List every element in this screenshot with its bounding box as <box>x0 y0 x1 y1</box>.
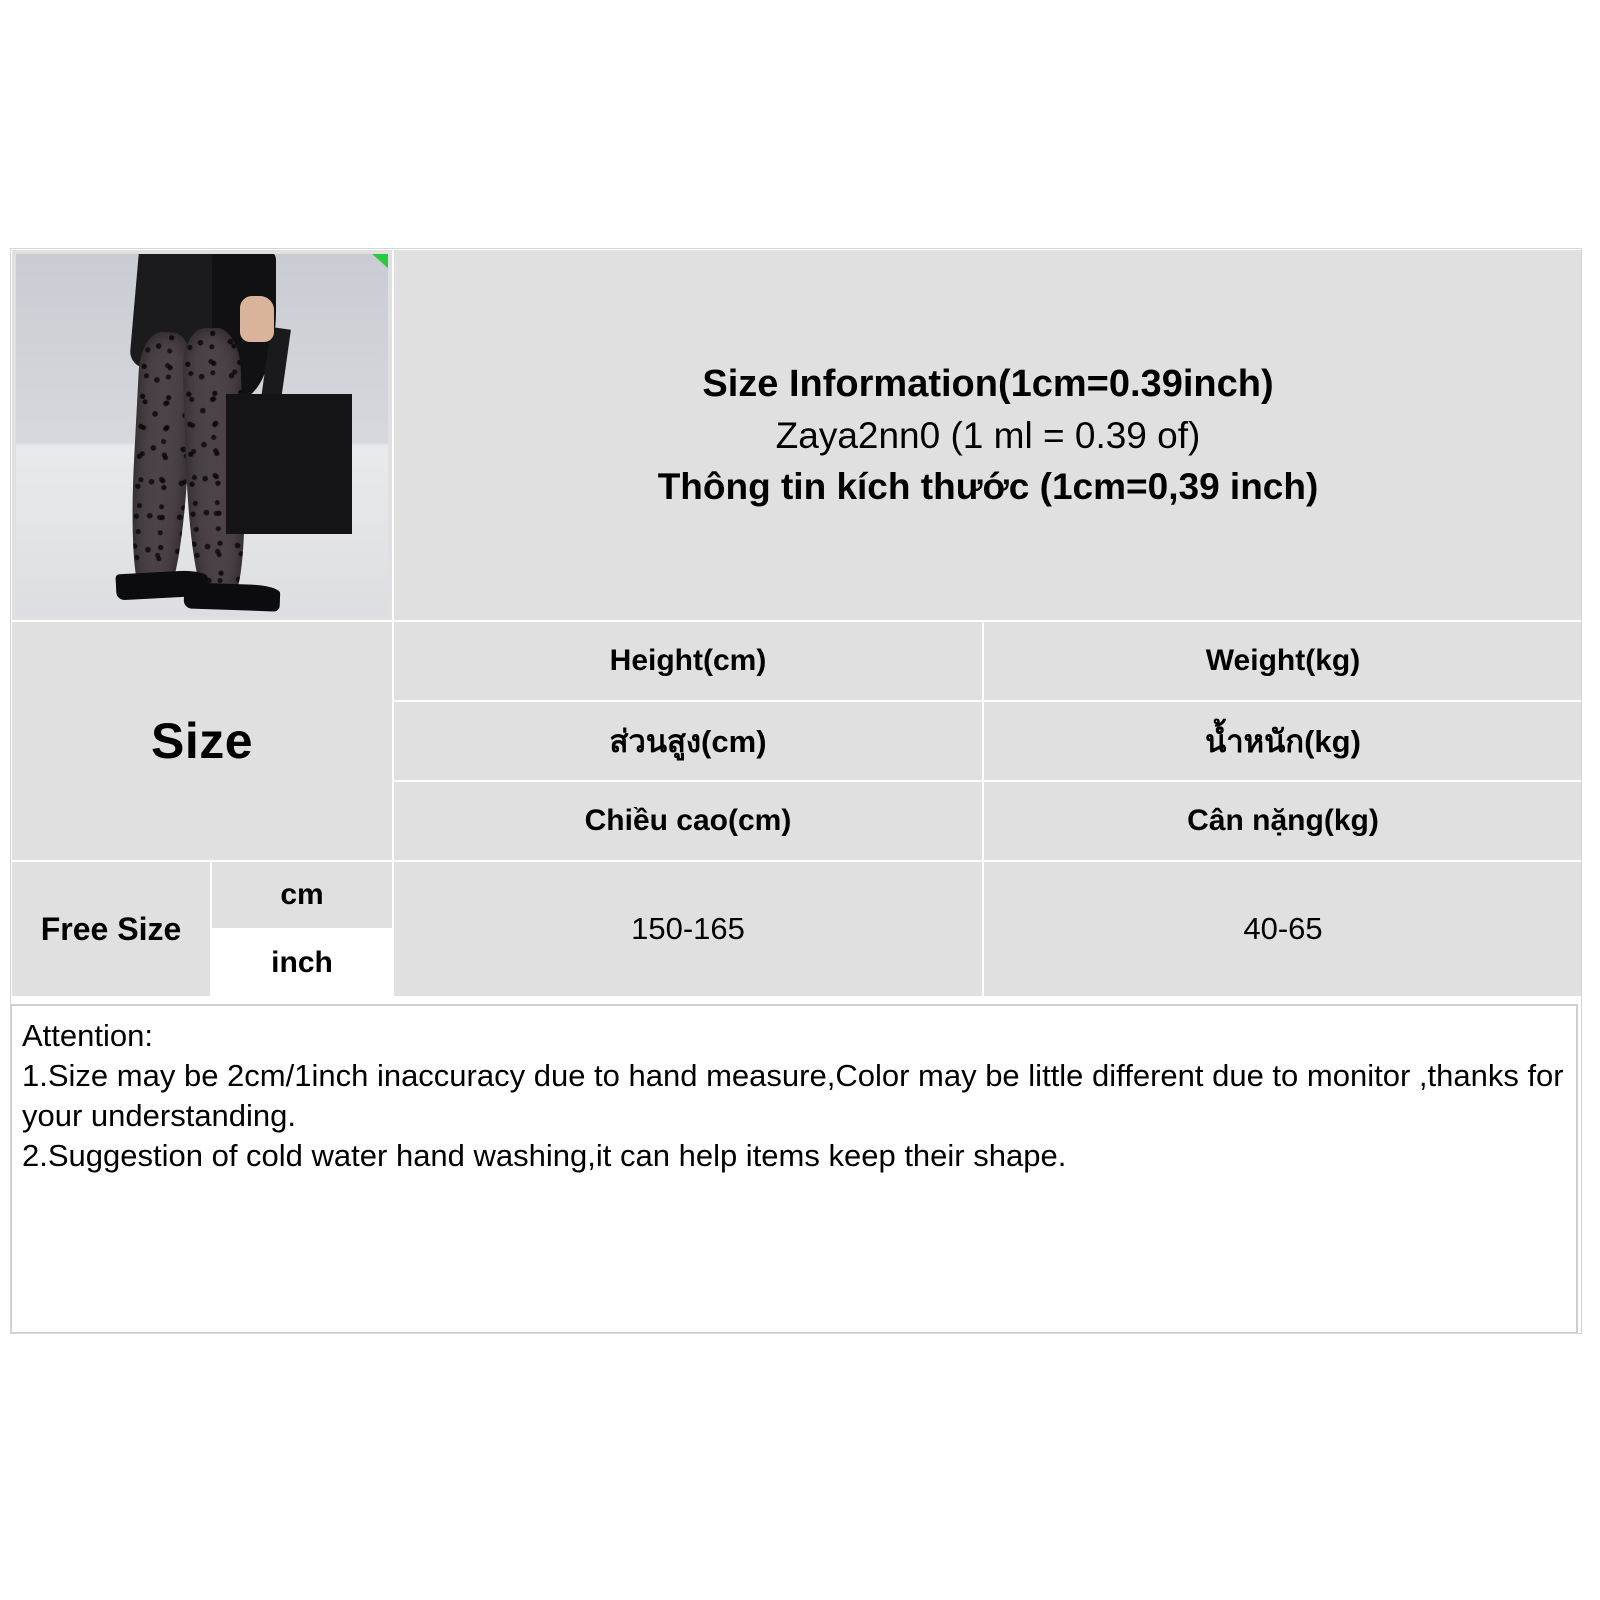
photo-hand <box>240 296 274 342</box>
value-height: 150-165 <box>393 861 983 997</box>
col-head-weight-vi: Cân nặng(kg) <box>983 781 1583 861</box>
heading-cell <box>393 249 1583 621</box>
heading-line-th: Zaya2nn0 (1 ml = 0.39 of) <box>775 415 1201 457</box>
product-photo-cell <box>11 249 393 621</box>
row-label-free-size: Free Size <box>11 861 211 997</box>
table-row-col-head-en <box>11 621 1583 701</box>
heading-line-vi: Thông tin kích thước (1cm=0,39 inch) <box>657 466 1319 508</box>
photo-shoe-right <box>184 582 281 611</box>
value-weight: 40-65 <box>983 861 1583 997</box>
table-row-free-size-cm <box>11 861 1583 929</box>
photo-handbag <box>226 394 352 534</box>
size-chart-table <box>10 248 1584 998</box>
table-row-header <box>11 249 1583 621</box>
attention-block <box>10 1004 1578 1334</box>
col-head-weight-th: น้ำหนัก(kg) <box>983 701 1583 781</box>
attention-title: Attention: <box>22 1018 153 1053</box>
col-head-height-en: Height(cm) <box>393 621 983 701</box>
col-head-height-vi: Chiều cao(cm) <box>393 781 983 861</box>
size-column-label: Size <box>11 621 393 861</box>
attention-item-1: 1.Size may be 2cm/1inch inaccuracy due to hand measure,Color may be little different due to monitor ,thanks for your understanding. <box>22 1057 1564 1133</box>
attention-item-2: 2.Suggestion of cold water hand washing,it can help items keep their shape. <box>22 1138 1067 1174</box>
col-head-weight-en: Weight(kg) <box>983 621 1583 701</box>
unit-cell-inch: inch <box>211 929 393 997</box>
green-corner-marker-icon <box>370 254 388 270</box>
heading-line-en: Size Information(1cm=0.39inch) <box>702 362 1274 405</box>
col-head-height-th: ส่วนสูง(cm) <box>393 701 983 781</box>
model-photo <box>16 254 388 616</box>
unit-cell-cm: cm <box>211 861 393 929</box>
